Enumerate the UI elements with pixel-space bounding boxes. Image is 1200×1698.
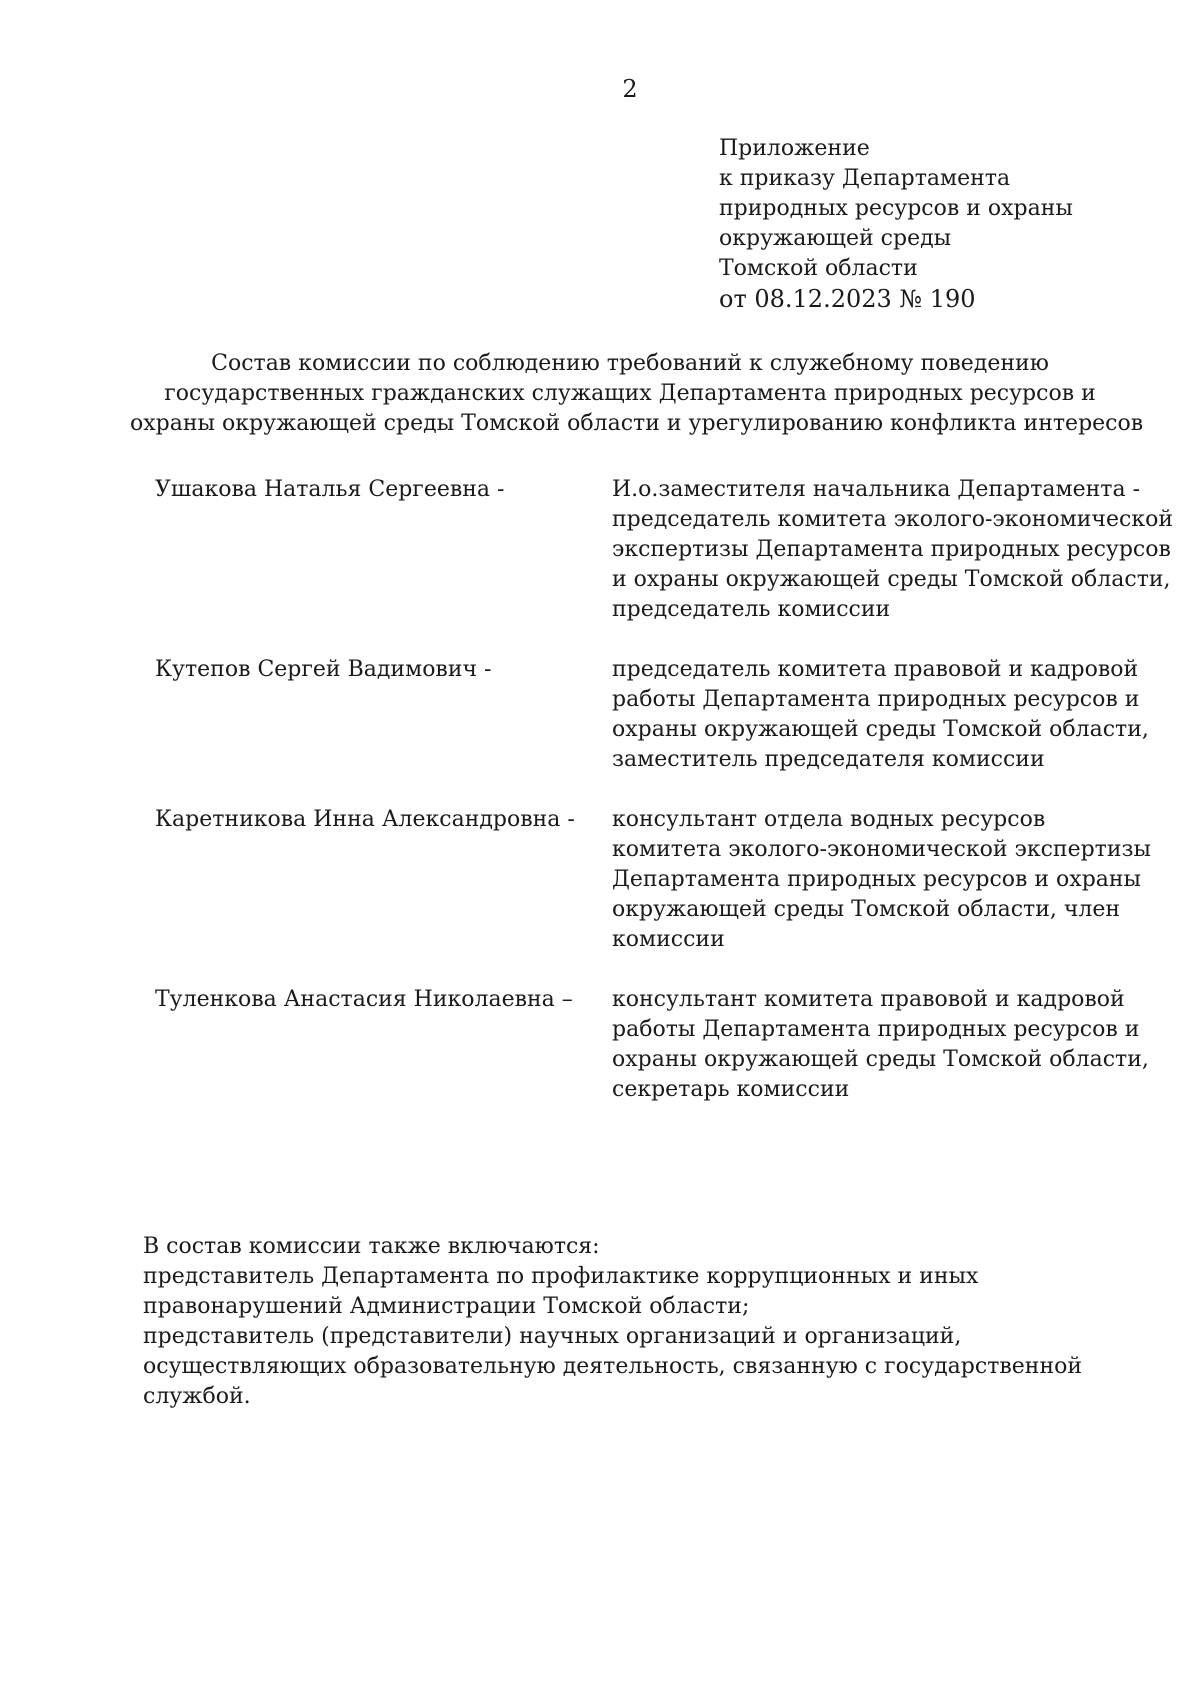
page-number: 2 xyxy=(622,75,638,103)
role-line: окружающей среды Томской области, член xyxy=(612,897,1121,922)
role-line: И.о.заместителя начальника Департамента - xyxy=(612,477,1140,502)
member-name: Каретникова Инна Александровна - xyxy=(155,807,575,832)
document-title xyxy=(130,349,1144,439)
appendix-line: окружающей среды xyxy=(719,226,952,251)
title-line: государственных гражданских служащих Департамента природных ресурсов и xyxy=(164,381,1096,406)
role-line: экспертизы Департамента природных ресурсов xyxy=(612,537,1171,562)
also-included-line: В состав комиссии также включаются: xyxy=(143,1234,600,1259)
role-line: консультант комитета правовой и кадровой xyxy=(612,987,1125,1012)
member-name: Кутепов Сергей Вадимович - xyxy=(155,657,492,682)
role-line: секретарь комиссии xyxy=(612,1077,850,1102)
appendix-line: Приложение xyxy=(719,136,870,161)
member-role xyxy=(612,985,1172,1105)
role-line: председатель комитета правовой и кадровой xyxy=(612,657,1139,682)
also-included-line: правонарушений Администрации Томской области; xyxy=(143,1294,750,1319)
role-line: председатель комитета эколого-экономической xyxy=(612,507,1173,532)
appendix-order-date: от 08.12.2023 № 190 xyxy=(719,285,976,313)
role-line: и охраны окружающей среды Томской области, xyxy=(612,567,1171,592)
role-line: работы Департамента природных ресурсов и xyxy=(612,687,1140,712)
appendix-line: Томской области xyxy=(719,256,918,281)
also-included-line: службой. xyxy=(143,1384,251,1409)
also-included-block xyxy=(143,1232,1103,1412)
role-line: Департамента природных ресурсов и охраны xyxy=(612,867,1142,892)
also-included-line: представитель (представители) научных организаций и организаций, xyxy=(143,1324,962,1349)
role-line: комитета эколого-экономической экспертизы xyxy=(612,837,1152,862)
role-line: охраны окружающей среды Томской области, xyxy=(612,717,1149,742)
member-role xyxy=(612,475,1172,625)
member-name: Туленкова Анастасия Николаевна – xyxy=(155,987,573,1012)
appendix-line: природных ресурсов и охраны xyxy=(719,196,1073,221)
role-line: председатель комиссии xyxy=(612,597,891,622)
member-name: Ушакова Наталья Сергеевна - xyxy=(155,477,505,502)
appendix-header xyxy=(719,134,1149,314)
also-included-line: осуществляющих образовательную деятельность, связанную с государственной xyxy=(143,1354,1083,1379)
role-line: работы Департамента природных ресурсов и xyxy=(612,1017,1140,1042)
role-line: консультант отдела водных ресурсов xyxy=(612,807,1046,832)
appendix-line: к приказу Департамента xyxy=(719,166,1011,191)
title-line: охраны окружающей среды Томской области и урегулированию конфликта интересов xyxy=(130,411,1144,436)
title-line: Состав комиссии по соблюдению требований к служебному поведению xyxy=(211,351,1049,376)
role-line: комиссии xyxy=(612,927,725,952)
member-role xyxy=(612,655,1172,775)
role-line: заместитель председателя комиссии xyxy=(612,747,1045,772)
also-included-line: представитель Департамента по профилактике коррупционных и иных xyxy=(143,1264,979,1289)
role-line: охраны окружающей среды Томской области, xyxy=(612,1047,1149,1072)
member-role xyxy=(612,805,1172,955)
